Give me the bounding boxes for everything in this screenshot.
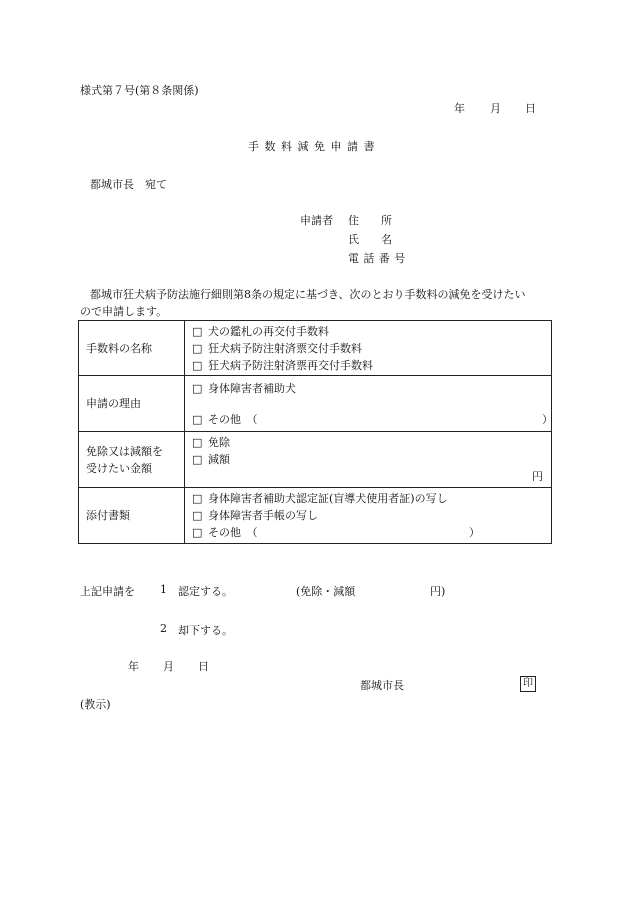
row-attachments: [79, 488, 552, 544]
application-table: [78, 320, 552, 544]
amount-label-line-2: 受けたい金額: [86, 461, 152, 475]
applicant-label: 申請者: [300, 214, 333, 227]
attachment-other-close: ）: [469, 526, 480, 539]
intro-line-2: ので申請します。: [80, 305, 168, 318]
checkbox[interactable]: □: [192, 341, 203, 355]
intro-line-1: 都城市狂犬病予防法施行細則第8条の規定に基づき、次のとおり手数料の減免を受けたい: [90, 288, 526, 301]
amount-exempt-label: 免除: [208, 436, 230, 449]
phone-label: 電話番号: [348, 252, 410, 265]
attachment-option-other[interactable]: [192, 524, 551, 541]
decision-item-1-number: 1: [160, 583, 167, 596]
attachment-option-1-label: 身体障害者補助犬認定証(盲導犬使用者証)の写し: [208, 492, 448, 505]
checkbox[interactable]: □: [192, 453, 203, 466]
attachment-other-label: その他 （: [208, 526, 258, 539]
page-title: 手数料減免申請書: [248, 140, 380, 153]
instruction-label: (教示): [80, 698, 111, 711]
amount-option-exempt[interactable]: [192, 434, 551, 451]
fee-name-label: 手数料の名称: [79, 321, 185, 376]
decision-item-2-text: 却下する。: [178, 624, 233, 637]
attachment-options: [185, 488, 552, 544]
seal-mark: 印: [520, 676, 536, 692]
date-day-label: 日: [525, 102, 536, 115]
reason-other-close: ）: [542, 412, 553, 426]
attachment-option-2[interactable]: [192, 507, 551, 524]
row-reason: [79, 376, 552, 432]
decision-item-1-yen: 円): [430, 585, 446, 598]
checkbox[interactable]: □: [192, 509, 203, 522]
fee-option-2[interactable]: [192, 340, 551, 357]
footer-date-year: 年: [128, 660, 139, 673]
amount-options: [185, 432, 552, 488]
reason-option-1-label: 身体障害者補助犬: [208, 381, 296, 395]
form-number: 様式第７号(第８条関係): [80, 84, 199, 97]
checkbox[interactable]: □: [192, 358, 203, 372]
checkbox[interactable]: □: [192, 324, 203, 338]
fee-option-3[interactable]: [192, 357, 551, 374]
address-label: 住 所: [348, 214, 392, 227]
footer-date-day: 日: [198, 660, 209, 673]
checkbox[interactable]: □: [192, 492, 203, 505]
mayor-label: 都城市長: [360, 679, 404, 692]
footer-date-month: 月: [163, 660, 174, 673]
addressee: 都城市長 宛て: [90, 178, 167, 191]
attachments-label: 添付書類: [79, 488, 185, 544]
reason-option-1[interactable]: [192, 380, 551, 397]
reason-other-label: その他 （: [208, 412, 258, 426]
amount-label: [79, 432, 185, 488]
row-amount: [79, 432, 552, 488]
decision-item-2-number: 2: [160, 622, 167, 635]
reason-option-other[interactable]: [192, 411, 551, 428]
fee-option-2-label: 狂犬病予防注射済票交付手数料: [208, 341, 362, 355]
row-fee-name: [79, 321, 552, 376]
decision-item-1-detail: (免除・減額: [296, 585, 356, 598]
amount-option-reduce[interactable]: [192, 451, 551, 468]
date-year-label: 年: [454, 102, 465, 115]
name-label: 氏 名: [348, 233, 392, 246]
fee-option-1-label: 犬の鑑札の再交付手数料: [208, 324, 329, 338]
amount-yen-row: [192, 468, 551, 485]
checkbox[interactable]: □: [192, 412, 203, 426]
date-month-label: 月: [490, 102, 501, 115]
attachment-option-2-label: 身体障害者手帳の写し: [208, 509, 318, 522]
attachment-option-1[interactable]: [192, 490, 551, 507]
checkbox[interactable]: □: [192, 526, 203, 539]
decision-label: 上記申請を: [80, 585, 135, 598]
fee-name-options: [185, 321, 552, 376]
checkbox[interactable]: □: [192, 436, 203, 449]
amount-yen: 円: [532, 470, 543, 483]
reason-label: 申請の理由: [79, 376, 185, 432]
amount-label-line-1: 免除又は減額を: [86, 444, 163, 458]
fee-option-3-label: 狂犬病予防注射済票再交付手数料: [208, 358, 373, 372]
decision-item-1-text: 認定する。: [178, 585, 233, 598]
reason-options: [185, 376, 552, 432]
amount-reduce-label: 減額: [208, 453, 230, 466]
checkbox[interactable]: □: [192, 381, 203, 395]
fee-option-1[interactable]: [192, 323, 551, 340]
